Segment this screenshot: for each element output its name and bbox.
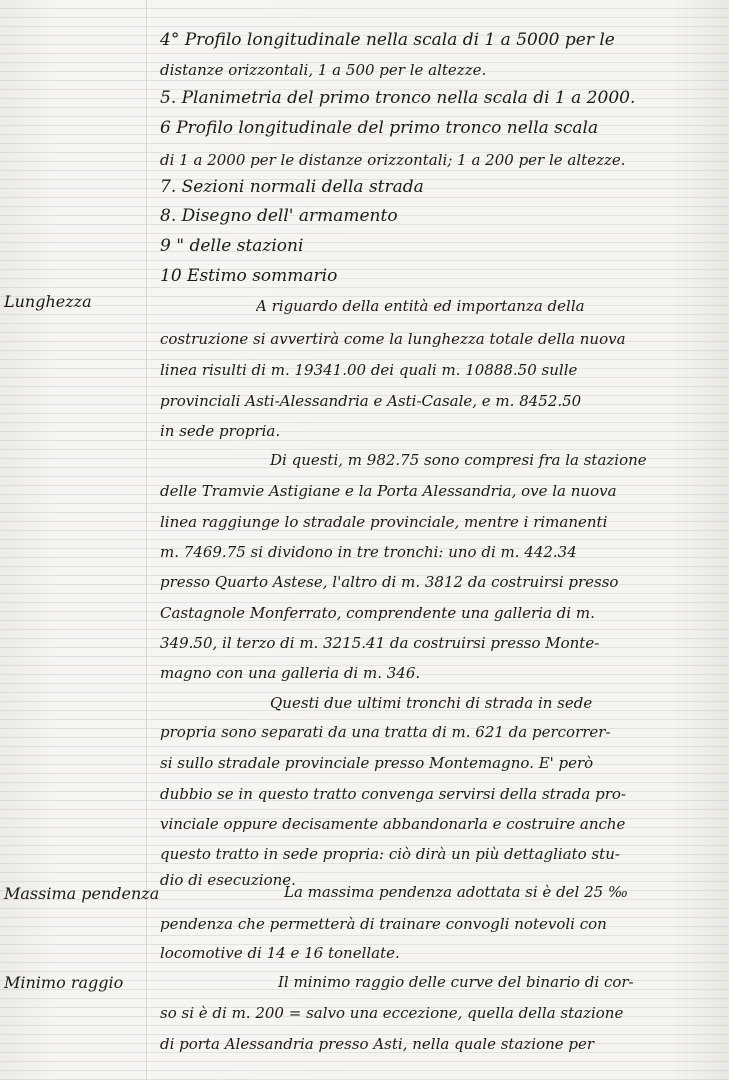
text-line: linea raggiunge lo stradale provinciale, mentre i rimanenti — [160, 513, 608, 531]
text-line: di porta Alessandria presso Asti, nella quale stazione per — [160, 1035, 595, 1053]
text-line: in sede propria. — [160, 422, 281, 440]
text-line: so si è di m. 200 = salvo una eccezione, quella della stazione — [160, 1004, 624, 1022]
text-line: linea risulti di m. 19341.00 dei quali m. 10888.50 sulle — [160, 361, 578, 379]
text-line: m. 7469.75 si dividono in tre tronchi: uno di m. 442.34 — [160, 543, 577, 561]
text-line: 6 Profilo longitudinale del primo tronco nella scala — [160, 118, 599, 138]
text-line: di 1 a 2000 per le distanze orizzontali; 1 a 200 per le altezze. — [160, 151, 626, 169]
text-line: magno con una galleria di m. 346. — [160, 664, 421, 682]
text-line: distanze orizzontali, 1 a 500 per le altezze. — [160, 61, 487, 79]
text-line: costruzione si avvertirà come la lunghezza totale della nuova — [160, 330, 626, 348]
text-line: La massima pendenza adottata si è del 25 ‰ — [284, 883, 629, 901]
text-line: Il minimo raggio delle curve del binario di cor- — [278, 973, 634, 991]
margin-note-massima-pendenza: Massima pendenza — [4, 884, 160, 903]
text-line: locomotive di 14 e 16 tonellate. — [160, 944, 400, 962]
text-line: propria sono separati da una tratta di m. 621 da percorrer- — [160, 723, 611, 741]
text-line: delle Tramvie Astigiane e la Porta Alessandria, ove la nuova — [160, 482, 617, 500]
margin-note-minimo-raggio: Minimo raggio — [4, 973, 124, 992]
text-line: pendenza che permetterà di trainare convogli notevoli con — [160, 915, 607, 933]
text-line: 4° Profilo longitudinale nella scala di 1 a 5000 per le — [160, 30, 615, 50]
text-line: Di questi, m 982.75 sono compresi fra la stazione — [270, 451, 647, 469]
text-line: 7. Sezioni normali della strada — [160, 177, 424, 197]
text-line: presso Quarto Astese, l'altro di m. 3812 da costruirsi presso — [160, 573, 619, 591]
text-line: 349.50, il terzo di m. 3215.41 da costruirsi presso Monte- — [160, 634, 600, 652]
text-line: questo tratto in sede propria: ciò dirà un più dettagliato stu- — [160, 845, 620, 863]
text-line: dio di esecuzione. — [160, 871, 296, 889]
margin-note-lunghezza: Lunghezza — [4, 292, 92, 311]
text-line: Questi due ultimi tronchi di strada in sede — [270, 694, 593, 712]
text-line: provinciali Asti-Alessandria e Asti-Casale, e m. 8452.50 — [160, 392, 582, 410]
text-line: 8. Disegno dell' armamento — [160, 206, 398, 226]
text-line: si sullo stradale provinciale presso Montemagno. E' però — [160, 754, 594, 772]
text-line: 5. Planimetria del primo tronco nella scala di 1 a 2000. — [160, 88, 636, 108]
text-line: Castagnole Monferrato, comprendente una galleria di m. — [160, 604, 595, 622]
text-line: 9 " delle stazioni — [160, 236, 304, 256]
text-line: A riguardo della entità ed importanza della — [256, 297, 585, 315]
text-line: vinciale oppure decisamente abbandonarla e costruire anche — [160, 815, 626, 833]
margin-rule — [146, 0, 147, 1080]
text-line: 10 Estimo sommario — [160, 266, 338, 286]
text-line: dubbio se in questo tratto convenga servirsi della strada pro- — [160, 785, 626, 803]
